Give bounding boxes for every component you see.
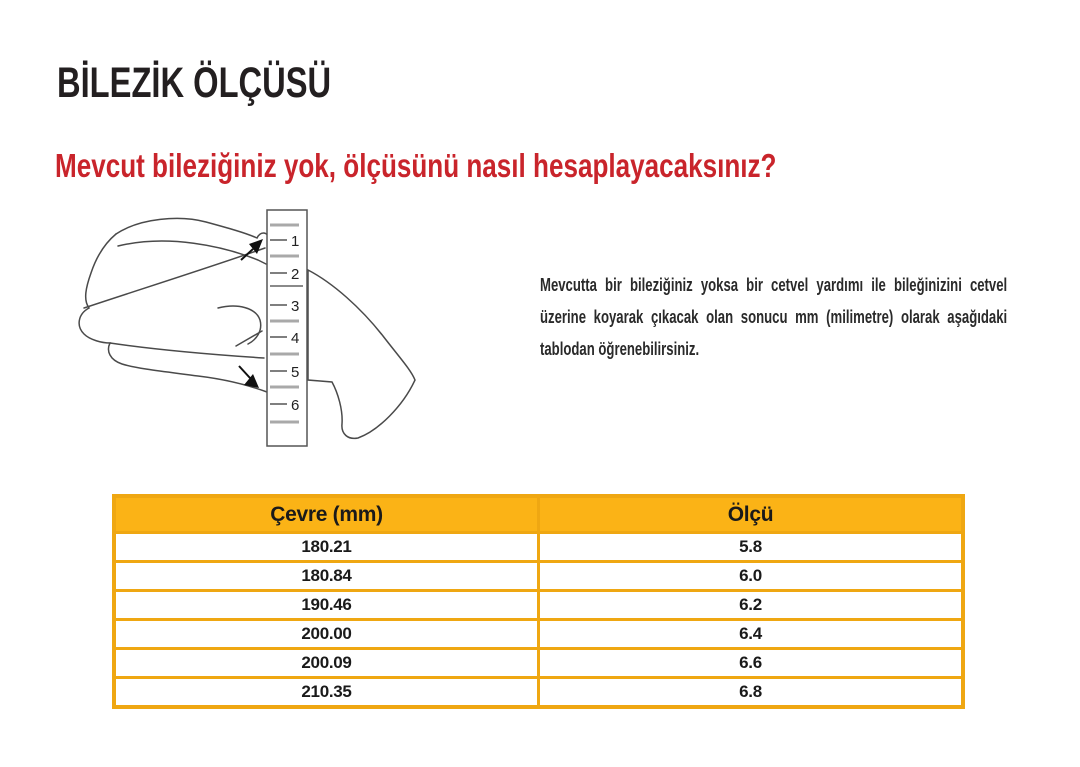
table-cell: 180.21 (114, 533, 539, 562)
table-cell: 6.6 (539, 649, 964, 678)
size-table-body (114, 533, 963, 708)
measurement-instructions: Mevcutta bir bileziğiniz yoksa bir cetvel yardımı ile bileğinizini cetvel üzerine koyarak çıkacak olan sonucu mm (milimetre) olarak aşağıdaki tablodan öğrenebilirsiniz. (540, 275, 1008, 359)
table-cell: 6.2 (539, 591, 964, 620)
table-cell: 180.84 (114, 562, 539, 591)
table-row (114, 591, 963, 620)
size-table-header (114, 496, 963, 533)
table-cell: 200.00 (114, 620, 539, 649)
ruler-mark-2: 2 (291, 266, 300, 283)
table-cell: 190.46 (114, 591, 539, 620)
table-row (114, 649, 963, 678)
table-cell: 200.09 (114, 649, 539, 678)
ruler-mark-5: 5 (291, 364, 300, 381)
table-row (114, 678, 963, 708)
hand-ruler-illustration (58, 188, 448, 473)
table-row (114, 620, 963, 649)
page-subtitle: Mevcut bileziğiniz yok, ölçüsünü nasıl hesaplayacaksınız? (55, 147, 777, 185)
ruler-mark-3: 3 (291, 298, 300, 315)
table-cell: 5.8 (539, 533, 964, 562)
size-table (112, 494, 965, 709)
ruler (267, 210, 307, 446)
table-cell: 210.35 (114, 678, 539, 708)
hand-outline (79, 218, 270, 392)
column-header-circumference: Çevre (mm) (114, 496, 539, 533)
ruler-mark-1: 1 (291, 233, 300, 250)
table-cell: 6.4 (539, 620, 964, 649)
table-cell: 6.0 (539, 562, 964, 591)
arm-outline (308, 270, 415, 438)
ruler-mark-6: 6 (291, 397, 300, 414)
table-row (114, 562, 963, 591)
column-header-size: Ölçü (539, 496, 964, 533)
ruler-mark-4: 4 (291, 330, 300, 347)
table-cell: 6.8 (539, 678, 964, 708)
page-title: BİLEZİK ÖLÇÜSÜ (57, 58, 332, 107)
table-row (114, 533, 963, 562)
